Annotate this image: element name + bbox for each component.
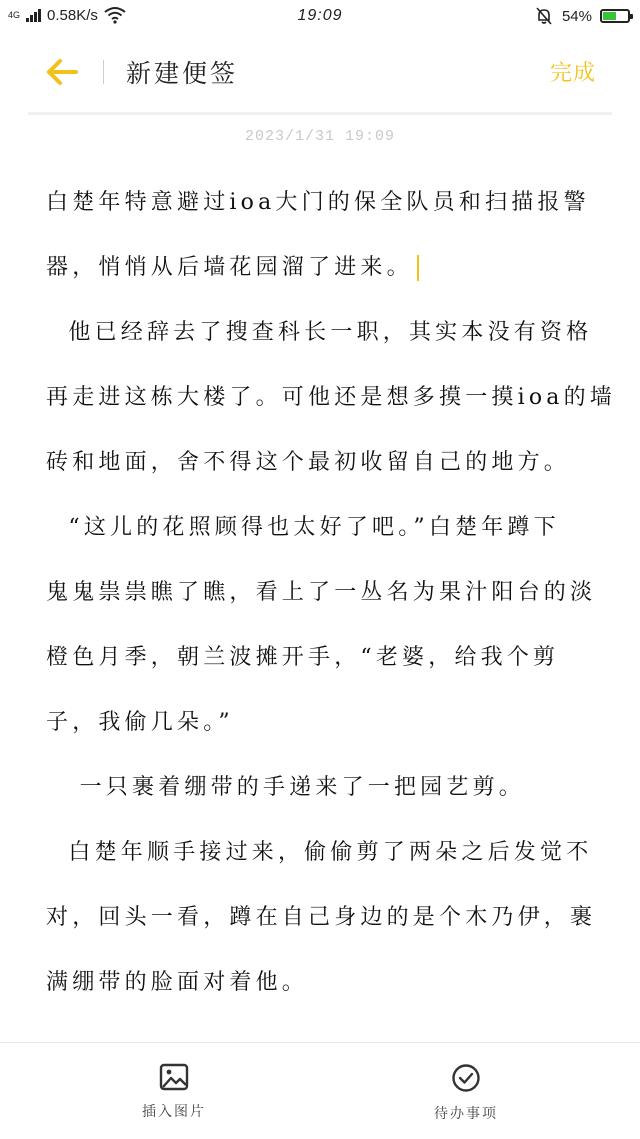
header-divider <box>103 60 104 84</box>
note-line: 他已经辞去了搜查科长一职，其实本没有资格 <box>46 320 593 345</box>
status-right <box>534 6 630 26</box>
note-line: 砖和地面，舍不得这个最初收留自己的地方。 <box>46 450 571 475</box>
note-line: 鬼鬼祟祟瞧了瞧，看上了一丛名为果汁阳台的淡 <box>46 580 597 605</box>
note-editor[interactable] <box>46 170 616 1015</box>
note-line: 一只裹着绷带的手递来了一把园艺剪。 <box>46 775 525 800</box>
note-line: “这儿的花照顾得也太好了吧。”白楚年蹲下 <box>46 515 560 540</box>
note-line: 子，我偷几朵。” <box>46 710 234 735</box>
todo-label: 待办事项 <box>434 1106 498 1122</box>
note-line: 满绷带的脸面对着他。 <box>46 970 309 995</box>
note-line: 再走进这栋大楼了。可他还是想多摸一摸ioa的墙 <box>46 385 616 410</box>
header-separator <box>28 112 612 115</box>
note-line: 白楚年特意避过ioa大门的保全队员和扫描报警 <box>46 190 590 215</box>
page-title: 新建便签 <box>126 59 239 88</box>
image-icon <box>159 1063 189 1091</box>
note-line: 白楚年顺手接过来，偷偷剪了两朵之后发觉不 <box>46 840 593 865</box>
header <box>0 40 640 104</box>
note-timestamp: 2023/1/31 19:09 <box>244 128 396 145</box>
network-type-label: 4G <box>8 9 21 20</box>
battery-percent: 54% <box>561 7 592 25</box>
network-speed: 0.58K/s <box>47 6 98 24</box>
insert-image-button[interactable] <box>114 1063 234 1121</box>
note-line-with-caret <box>46 235 596 300</box>
insert-image-label: 插入图片 <box>142 1104 206 1120</box>
status-time: 19:09 <box>297 7 343 24</box>
battery-fill <box>603 12 616 20</box>
mute-bell-icon <box>534 6 554 26</box>
status-bar <box>0 0 640 34</box>
check-circle-icon <box>451 1063 481 1093</box>
note-line: 橙色月季，朝兰波摊开手，“老婆，给我个剪 <box>46 645 560 670</box>
text-caret <box>417 255 419 281</box>
back-button[interactable] <box>44 54 80 90</box>
bottom-toolbar <box>0 1042 640 1139</box>
note-line: 器，悄悄从后墙花园溜了进来。 <box>46 255 413 280</box>
todo-button[interactable] <box>406 1063 526 1123</box>
note-line: 对，回头一看，蹲在自己身边的是个木乃伊，裹 <box>46 905 597 930</box>
back-arrow-icon <box>44 54 80 90</box>
battery-icon <box>600 9 630 23</box>
done-button[interactable]: 完成 <box>549 61 596 86</box>
